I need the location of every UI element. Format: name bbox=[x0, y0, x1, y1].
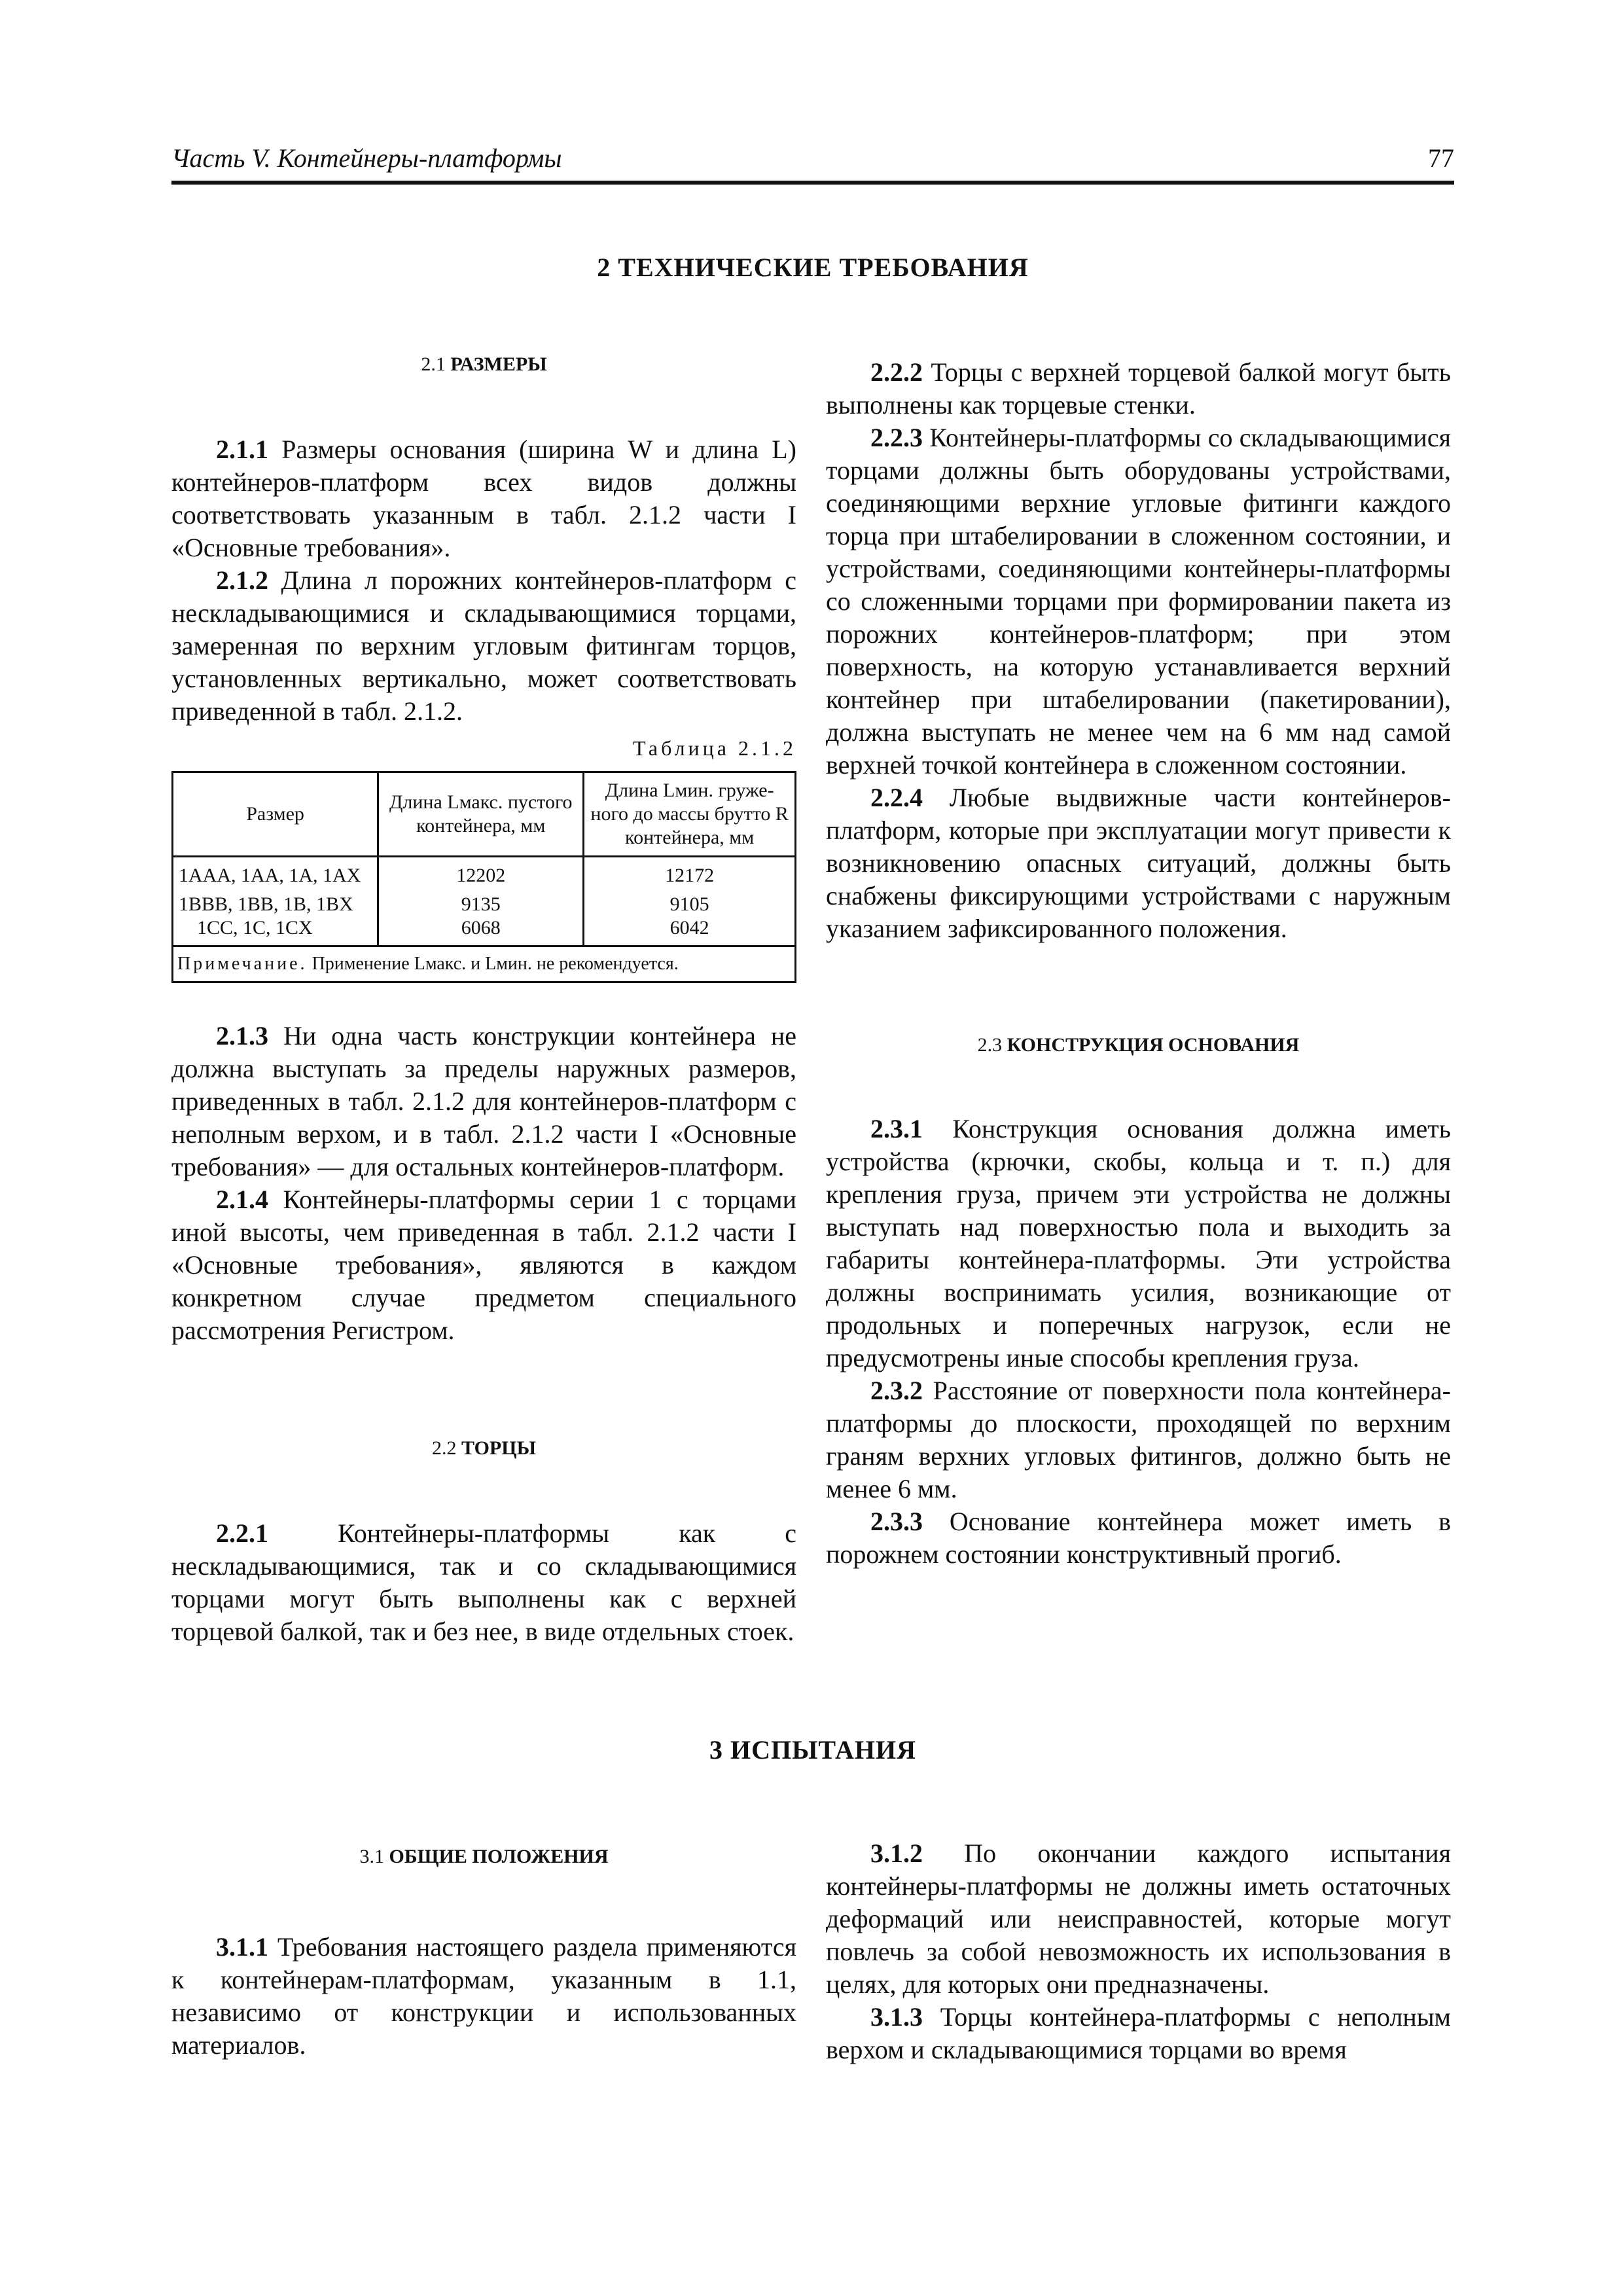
table-note: Примечание. Применение Lмакс. и Lмин. не рекомендуется. bbox=[173, 946, 796, 982]
paragraph-2-3-2: 2.3.2 Расстояние от поверхности пола контейнера-платформы до плоскости, проходящей по верхним граням верхних угловых фитингов, должно быть не менее 6 мм. bbox=[826, 1376, 1451, 1503]
subsection-3-1-heading: 3.1 ОБЩИЕ ПОЛОЖЕНИЯ bbox=[359, 1846, 609, 1867]
paragraph-2-2-2: 2.2.2 Торцы с верхней торцевой балкой могут быть выполнены как торцевые стенки. bbox=[826, 357, 1451, 420]
section-2-right-column bbox=[826, 356, 1451, 1571]
table-row: 1CC, 1C, 1CX 6068 6042 bbox=[173, 916, 796, 946]
section-2-title: 2 ТЕХНИЧЕСКИЕ ТРЕБОВАНИЯ bbox=[597, 253, 1029, 282]
running-header bbox=[171, 143, 1454, 185]
section-2-left-column bbox=[171, 348, 796, 1648]
paragraph-2-1-2: 2.1.2 Длина л порожних контейнеров-платформ с нескладывающимися и складывающимися торцами, замеренная по верхним угловым фитингам торцов, установленных вертикально, может соответствовать приведенной в табл. 2.1.2. bbox=[171, 565, 796, 726]
table-row: 1AAA, 1AA, 1A, 1AX 12202 12172 bbox=[173, 857, 796, 893]
subsection-2-2-heading: 2.2 ТОРЦЫ bbox=[431, 1437, 537, 1459]
section-3-left-column bbox=[171, 1840, 796, 2062]
table-row: 1BBB, 1BB, 1B, 1BX 9135 9105 bbox=[173, 893, 796, 916]
subsection-2-1-heading: 2.1 РАЗМЕРЫ bbox=[421, 353, 547, 375]
paragraph-2-3-1: 2.3.1 Конструкция основания должна иметь устройства (крючки, скобы, кольца и т. п.) для крепления груза, причем эти устройства не должны выступать над поверхностью пола и выходить за габариты контейнера-платформы. Эти устройства должны воспринимать усилия, возникающие от продольных и поперечных нагрузок, если не предусмотрены иные способы крепления груза. bbox=[826, 1114, 1451, 1372]
page-number: 77 bbox=[1428, 143, 1454, 173]
paragraph-2-1-1: 2.1.1 Размеры основания (ширина W и длина L) контейнеров-платформ всех видов должны соответствовать указанным в табл. 2.1.2 части I «Основные требования». bbox=[171, 435, 796, 562]
section-3-right-column bbox=[826, 1837, 1451, 2066]
paragraph-2-3-3: 2.3.3 Основание контейнера может иметь в порожнем состоянии конструктивный прогиб. bbox=[826, 1507, 1451, 1569]
paragraph-2-2-3: 2.2.3 Контейнеры-платформы со складывающимися торцами должны быть оборудованы устройствами, соединяющими верхние угловые фитинги каждого торца при штабелировании в сложенном состоянии, и устройствами, соединяющими контейнеры-платформы со сложенными торцами при формировании пакета из порожних контейнеров-платформ; при этом поверхность, на которую устанавливается верхний контейнер при штабелировании (пакетировании), должна выступать не менее чем на 6 мм над самой верхней точкой контейнера в сложенном состоянии. bbox=[826, 423, 1451, 780]
table-header-size: Размер bbox=[173, 772, 378, 857]
subsection-2-3-heading: 2.3 КОНСТРУКЦИЯ ОСНОВАНИЯ bbox=[977, 1034, 1300, 1056]
table-caption: Таблица 2.1.2 bbox=[633, 736, 796, 760]
table-header-loaded-length: Длина Lмин. груже-ного до массы брутто R контейнера, мм bbox=[584, 772, 796, 857]
paragraph-2-2-1: 2.2.1 Контейнеры-платформы как с нескладывающимися, так и со складывающимися торцами могут быть выполнены как с верхней торцевой балкой, так и без нее, в виде отдельных стоек. bbox=[171, 1518, 796, 1646]
header-title: Часть V. Контейнеры-платформы bbox=[171, 143, 562, 173]
paragraph-2-1-3: 2.1.3 Ни одна часть конструкции контейнера не должна выступать за пределы наружных размеров, приведенных в табл. 2.1.2 для контейнеров-платформ с неполным верхом, и в табл. 2.1.2 части I «Основные требования» — для остальных контейнеров-платформ. bbox=[171, 1021, 796, 1181]
paragraph-3-1-2: 3.1.2 По окончании каждого испытания контейнеры-платформы не должны иметь остаточных деформаций или неисправностей, которые могут повлечь за собой невозможность их использования в целях, для которых они предназначены. bbox=[826, 1839, 1451, 1999]
table-2-1-2 bbox=[171, 771, 796, 983]
paragraph-2-2-4: 2.2.4 Любые выдвижные части контейнеров-платформ, которые при эксплуатации могут привести к возникновению опасных ситуаций, должны быть снабжены фиксирующими устройствами с наружным указанием зафиксированного положения. bbox=[826, 783, 1451, 943]
paragraph-3-1-1: 3.1.1 Требования настоящего раздела применяются к контейнерам-платформам, указанным в 1.1, независимо от конструкции и использованных материалов. bbox=[171, 1932, 796, 2060]
section-3-title: 3 ИСПЫТАНИЯ bbox=[709, 1735, 917, 1765]
paragraph-3-1-3: 3.1.3 Торцы контейнера-платформы с неполным верхом и складывающимися торцами во время bbox=[826, 2002, 1451, 2064]
table-header-empty-length: Длина Lмакс. пустого контейнера, мм bbox=[378, 772, 584, 857]
paragraph-2-1-4: 2.1.4 Контейнеры-платформы серии 1 с торцами иной высоты, чем приведенная в табл. 2.1.2 части I «Основные требования», являются в каждом конкретном случае предметом специального рассмотрения Регистром. bbox=[171, 1185, 796, 1345]
